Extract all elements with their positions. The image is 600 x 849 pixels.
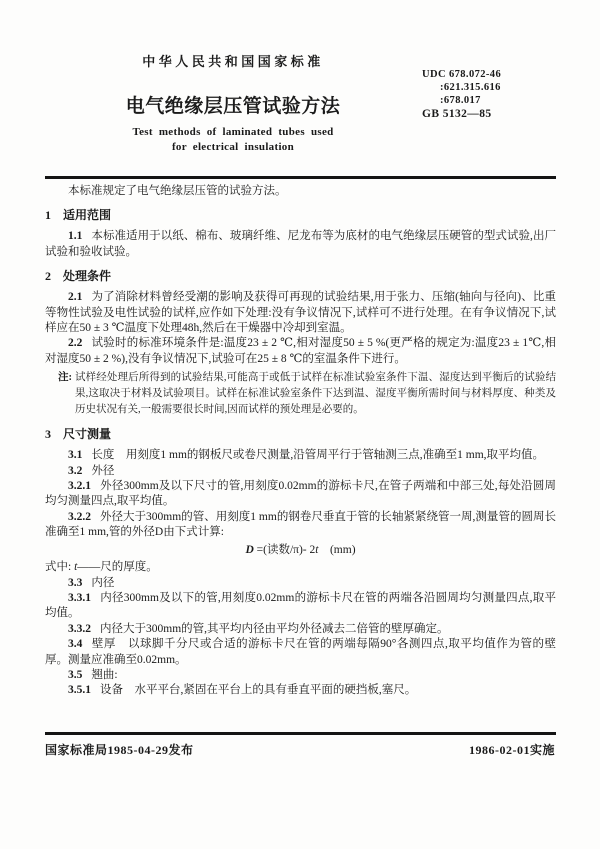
clause-number: 1.1 bbox=[68, 230, 83, 243]
intro-paragraph: 本标准规定了电气绝缘层压管的试验方法。 bbox=[68, 185, 287, 197]
section-title: 处理条件 bbox=[63, 269, 112, 284]
clause-text: 外径300mm及以下尺寸的管,用刻度0.02mm的游标卡尺,在管子两端和中部三处,每处沿圆周均匀测量四点,取平均值。 bbox=[45, 480, 556, 508]
document-body bbox=[45, 184, 556, 699]
header-divider-rule bbox=[45, 176, 556, 179]
clause-number: 3.4 bbox=[68, 638, 83, 651]
section-heading-3 bbox=[45, 426, 556, 442]
clause-text: 内径大于300mm的管,其平均内径由平均外径减去二倍管的壁厚确定。 bbox=[100, 622, 449, 635]
clause-text: 外径 bbox=[91, 464, 115, 477]
clause-number: 2.2 bbox=[68, 337, 83, 350]
clause-number: 3.3.1 bbox=[68, 591, 91, 604]
clause-number: 3.1 bbox=[68, 449, 83, 462]
clause-3-3-1 bbox=[45, 591, 556, 622]
clause-text: 本标准适用于以纸、棉布、玻璃纤维、尼龙布等为底材的电气绝缘层压硬管的型式试验,出厂试验和验收试验。 bbox=[45, 230, 556, 258]
clause-number: 3.5 bbox=[68, 668, 83, 681]
section-heading-2 bbox=[45, 268, 556, 284]
formula-line bbox=[45, 543, 556, 558]
note-text: 试样经处理后所得到的试验结果,可能高于或低于试样在标准试验室条件下温、湿度达到平衡后的试验结果,这取决于材料及试验项目。试样在标准试验室条件下达到温、湿度平衡所需时间与材料厚度、种类及历史状况有关,一般需要很长时间,因而试样的预处理是必要的。 bbox=[75, 372, 556, 416]
clause-1-1 bbox=[45, 229, 556, 260]
clause-3-3-2 bbox=[45, 622, 556, 637]
clause-2-2 bbox=[45, 336, 556, 367]
clause-text: 内径 bbox=[91, 576, 115, 589]
section-title: 尺寸测量 bbox=[63, 427, 112, 442]
section-number: 3 bbox=[45, 427, 51, 442]
clause-3-1 bbox=[45, 448, 556, 463]
note-block bbox=[45, 370, 556, 418]
udc-block bbox=[422, 68, 501, 121]
standard-code: GB 5132—85 bbox=[422, 108, 492, 120]
clause-text: 外径大于300mm的管、用刻度1 mm的钢卷尺垂直于管的长轴紧紧绕管一周,测量管的圆周长准确至1 mm,管的外径D由下式计算: bbox=[45, 510, 556, 539]
effective-date-label: 1986-02-01实施 bbox=[469, 743, 555, 757]
formula-lhs: D bbox=[245, 543, 254, 556]
document-title-en-line2: for electrical insulation bbox=[171, 141, 295, 153]
clause-text: 长度 用刻度1 mm的钢板尺或卷尺测量,沿管周平行于管轴测三点,准确至1 mm,取平均值。 bbox=[91, 449, 545, 462]
formula-where-pre: 式中: bbox=[45, 561, 75, 574]
document-title-en-line1: Test methods of laminated tubes used bbox=[132, 126, 334, 138]
document-title-zh: 电气绝缘层压管试验方法 bbox=[125, 96, 341, 117]
standard-label: 中华人民共和国国家标准 bbox=[142, 54, 324, 69]
formula-where-line bbox=[45, 560, 556, 575]
clause-3-2 bbox=[45, 464, 556, 479]
formula-mid: =(读数/π)- 2 bbox=[253, 543, 316, 556]
clause-text: 翘曲: bbox=[91, 668, 118, 681]
formula-variable: t bbox=[315, 543, 319, 556]
issue-date-label: 国家标准局1985-04-29发布 bbox=[45, 743, 194, 757]
clause-number: 3.2.2 bbox=[68, 510, 91, 523]
clause-text: 设备 水平平台,紧固在平台上的具有垂直平面的硬挡板,塞尺。 bbox=[100, 684, 417, 697]
udc-line-1: UDC 678.072-46 bbox=[422, 69, 502, 80]
clause-text: 内径300mm及以下的管,用刻度0.02mm的游标卡尺在管的两端各沿圆周均匀测量四点,取平均值。 bbox=[45, 591, 556, 620]
clause-2-1 bbox=[45, 290, 556, 336]
clause-3-2-2 bbox=[45, 510, 556, 541]
note-label: 注: bbox=[58, 372, 72, 384]
clause-3-3 bbox=[45, 576, 556, 591]
section-number: 1 bbox=[45, 208, 51, 223]
footer-divider-rule bbox=[45, 732, 556, 735]
clause-3-2-1 bbox=[45, 479, 556, 510]
clause-number: 2.1 bbox=[68, 291, 83, 304]
clause-number: 3.3 bbox=[68, 576, 83, 589]
section-number: 2 bbox=[45, 269, 51, 284]
clause-text: 试验时的标准环境条件是:温度23 ± 2 ℃,相对湿度50 ± 5 %(更严格的规定为:温度23 ± 1℃,相对湿度50 ± 2 %),没有争议情况下,试验可在25 ± 8 ℃的室温条件下进行。 bbox=[45, 337, 556, 365]
udc-line-2: :621.315.616 bbox=[440, 82, 501, 93]
clause-text: 壁厚 以球脚千分尺或合适的游标卡尺在管的两端每隔90°各测四点,取平均值作为管的壁厚。测量应准确至0.02mm。 bbox=[45, 638, 556, 666]
clause-3-5-1 bbox=[45, 683, 556, 698]
clause-number: 3.2.1 bbox=[68, 480, 91, 493]
formula-where-variable: t bbox=[74, 561, 78, 574]
udc-line-3: :678.017 bbox=[440, 95, 481, 106]
clause-3-5 bbox=[45, 668, 556, 683]
formula-where-post: ——尺的厚度。 bbox=[77, 561, 158, 574]
clause-text: 为了消除材料曾经受潮的影响及获得可再现的试验结果,用于张力、压缩(轴向与径向)、比重等物性试验及电性试验的试样,应作如下处理:没有争议情况下,试样可不进行处理。在有争议情况下,试样应在50 ± 3 ℃温度下处理48h,然后在干燥器中冷却到室温。 bbox=[45, 291, 556, 335]
formula-unit: (mm) bbox=[318, 543, 356, 556]
clause-number: 3.5.1 bbox=[68, 684, 91, 697]
clause-number: 3.3.2 bbox=[68, 622, 91, 635]
clause-number: 3.2 bbox=[68, 464, 83, 477]
section-title: 适用范围 bbox=[63, 208, 112, 223]
section-heading-1 bbox=[45, 207, 556, 223]
clause-3-4 bbox=[45, 637, 556, 668]
